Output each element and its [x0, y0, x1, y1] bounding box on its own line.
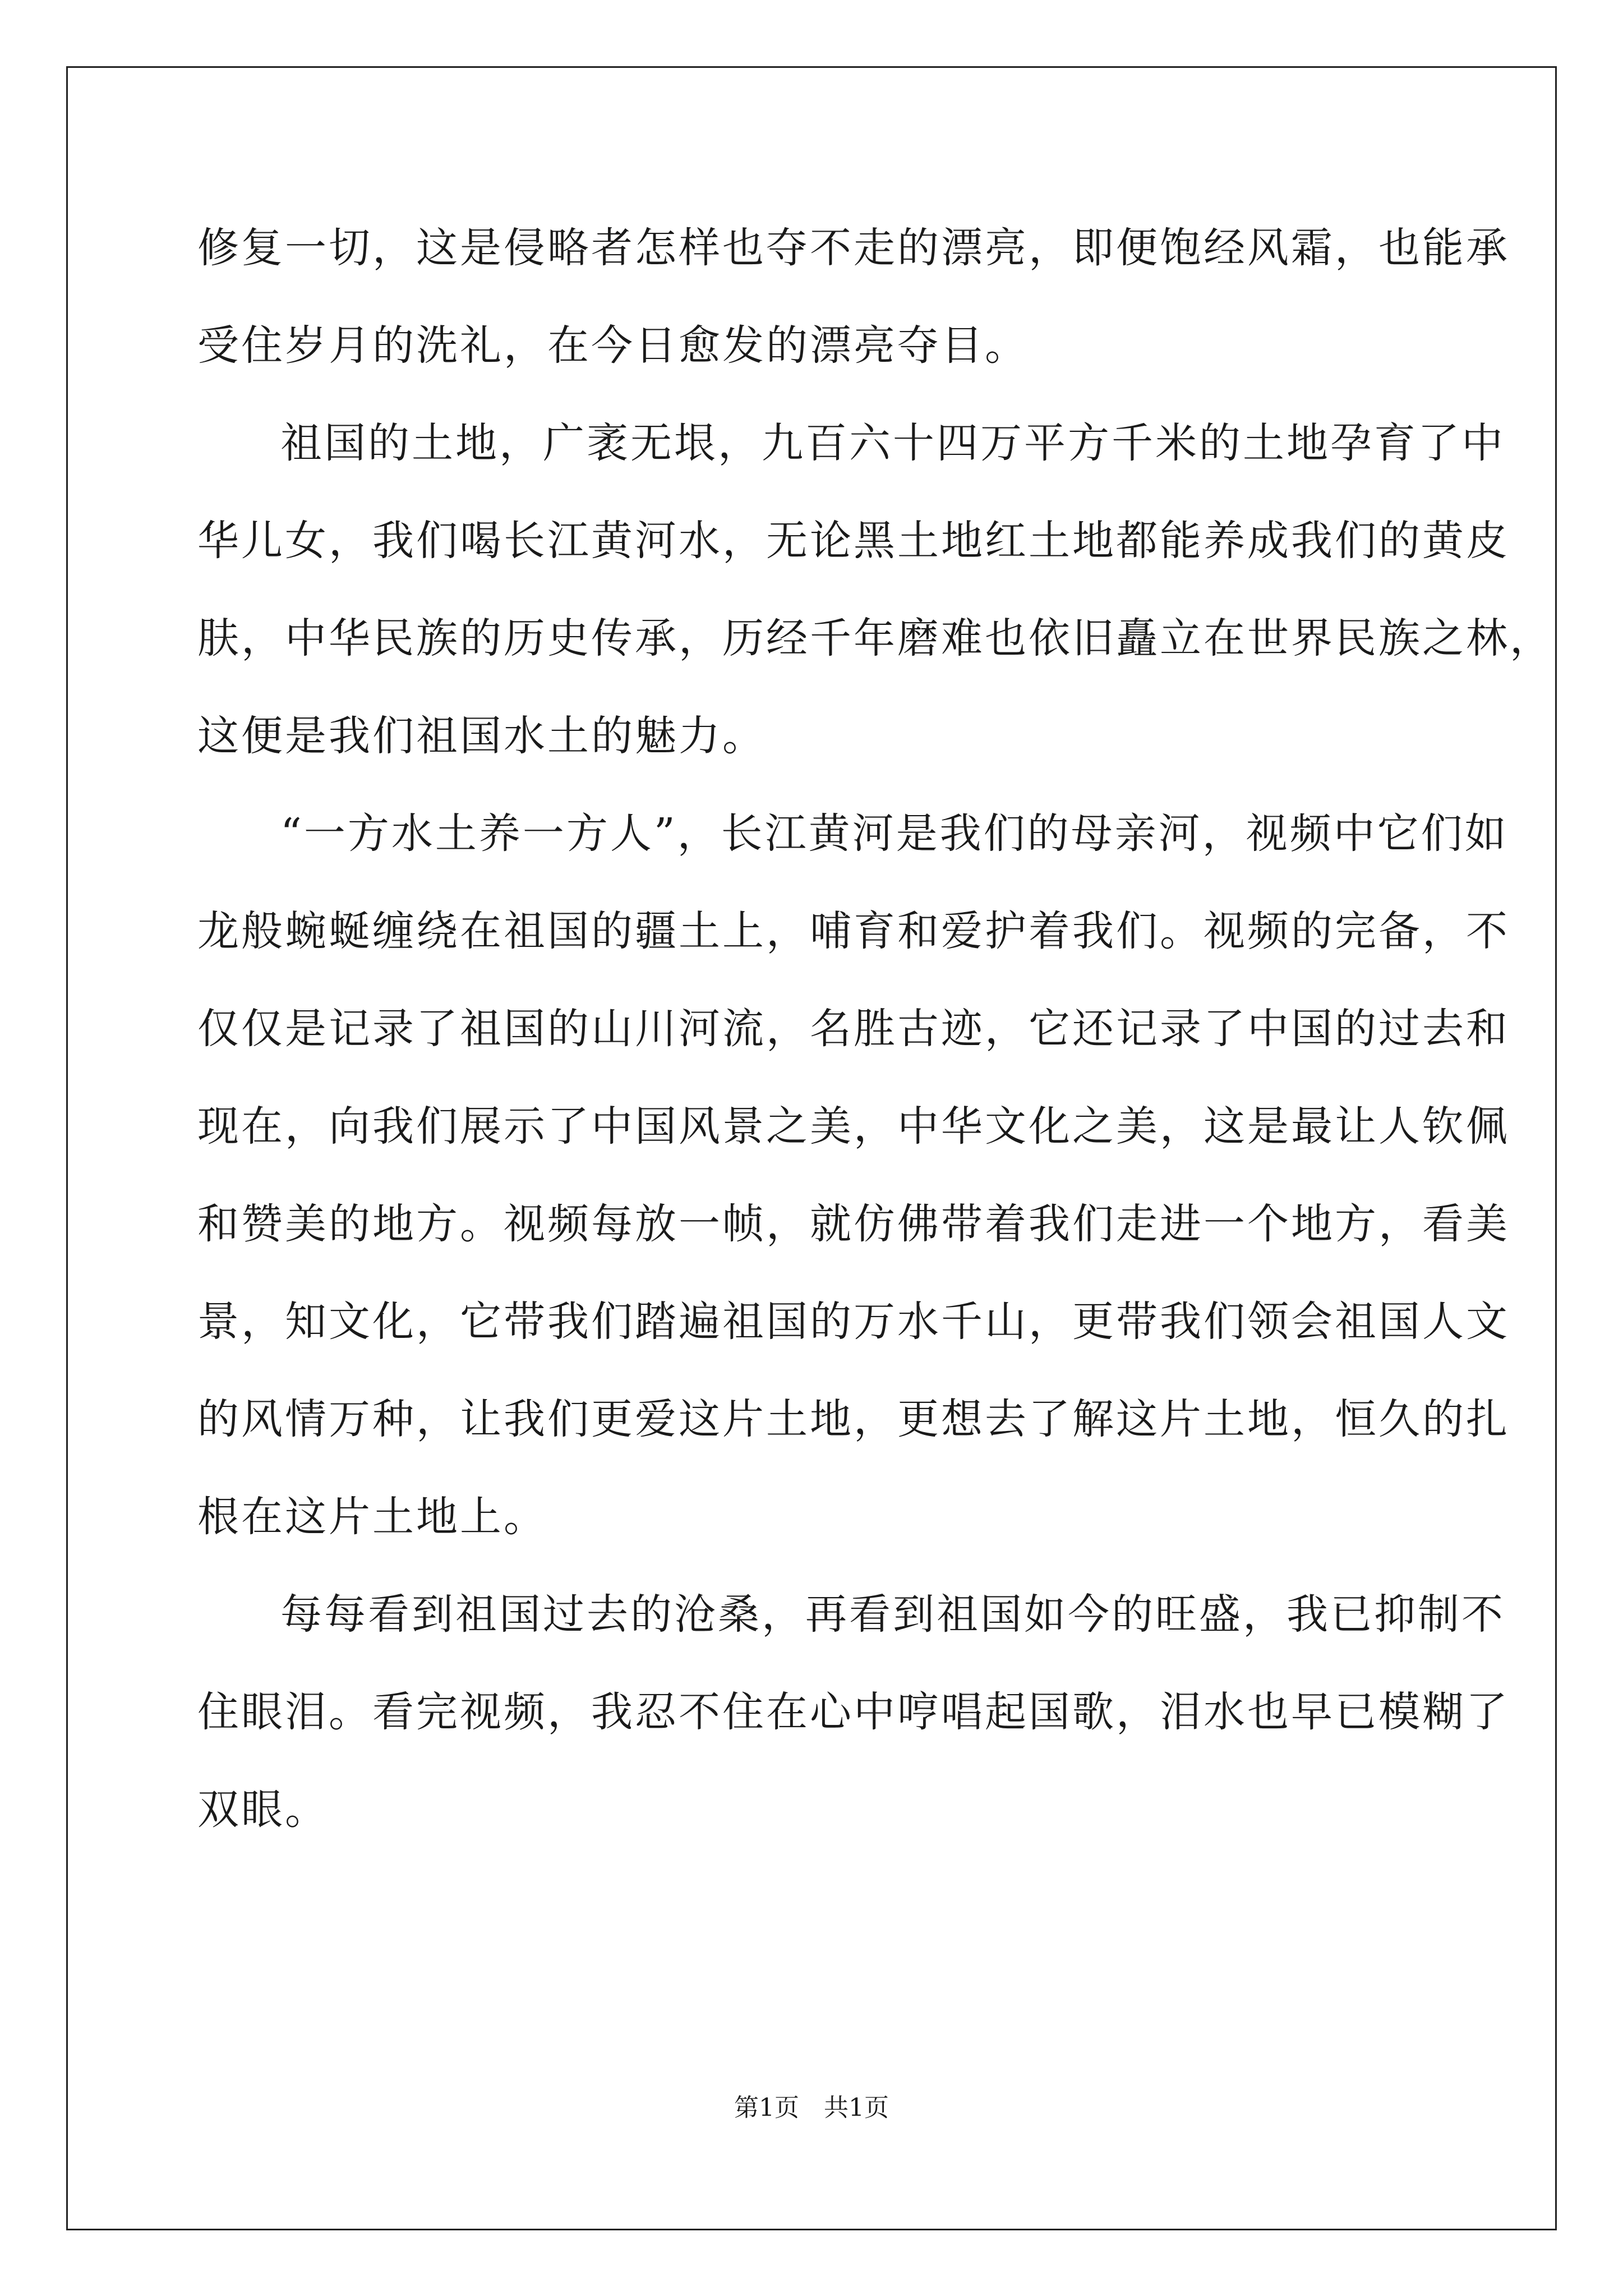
text-line: 景，知文化，它带我们踏遍祖国的万水千山，更带我们领会祖国人文: [197, 1297, 1510, 1346]
text-line: 这便是我们祖国水土的魅力。: [197, 712, 766, 760]
paragraph-start-line: “一方水土养一方人”，长江黄河是我们的母亲河，视频中它们如: [280, 809, 1509, 858]
page-total: 共1页: [824, 2093, 889, 2122]
document-body: [197, 199, 1553, 1858]
text-line: 和赞美的地方。视频每放一帧，就仿佛带着我们走进一个地方，看美: [197, 1200, 1510, 1248]
text-line: 肤，中华民族的历史传承，历经千年磨难也依旧矗立在世界民族之林，: [197, 614, 1553, 662]
text-line: 修复一切，这是侵略者怎样也夺不走的漂亮，即便饱经风霜，也能承: [197, 224, 1510, 272]
text-line: 受住岁月的洗礼，在今日愈发的漂亮夺目。: [197, 321, 1029, 370]
text-line: 龙般蜿蜒缠绕在祖国的疆土上，哺育和爱护着我们。视频的完备，不: [197, 907, 1510, 955]
text-line: 根在这片土地上。: [197, 1493, 547, 1541]
text-line: 双眼。: [197, 1786, 329, 1834]
text-line: 华儿女，我们喝长江黄河水，无论黑土地红土地都能养成我们的黄皮: [197, 517, 1510, 565]
page-number: 第1页: [734, 2093, 799, 2122]
text-line: 住眼泪。看完视频，我忍不住在心中哼唱起国歌，泪水也早已模糊了: [197, 1688, 1510, 1736]
text-line: 现在，向我们展示了中国风景之美，中华文化之美，这是最让人钦佩: [197, 1102, 1510, 1151]
text-line: 仅仅是记录了祖国的山川河流，名胜古迹，它还记录了中国的过去和: [197, 1005, 1510, 1053]
paragraph-start-line: 祖国的土地，广袤无垠，九百六十四万平方千米的土地孕育了中: [280, 419, 1505, 467]
paragraph-start-line: 每每看到祖国过去的沧桑，再看到祖国如今的旺盛，我已抑制不: [280, 1590, 1505, 1639]
text-line: 的风情万种，让我们更爱这片土地，更想去了解这片土地，恒久的扎: [197, 1395, 1510, 1443]
page-footer: [0, 2091, 1623, 2125]
